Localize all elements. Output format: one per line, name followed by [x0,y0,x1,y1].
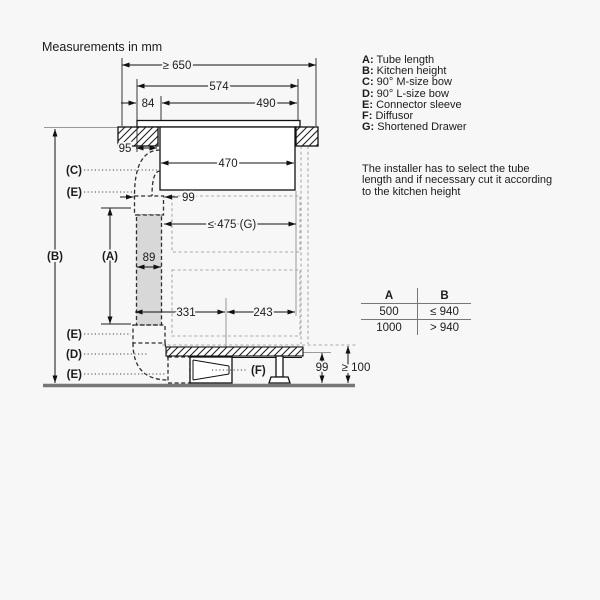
page-title: Measurements in mm [42,40,163,54]
label-f: (F) [251,365,266,377]
dim-edge-gap: 95 [118,143,132,155]
legend-label: Shortened Drawer [377,121,467,134]
legend-key: B: [362,65,374,78]
dim-plinth-height: 99 [315,362,329,374]
legend-key: A: [362,54,374,66]
legend-item-g [362,122,467,133]
label-c: (C) [66,165,82,177]
label-d: (D) [66,349,82,361]
table-cell: ≤ 940 [418,304,472,320]
table-header-b: B [418,288,472,304]
dim-drawer-depth: ≤ 475 (G) [207,219,257,231]
dim-tube-width: 89 [142,252,156,264]
dim-floor-clearance: ≥ 100 [341,362,371,374]
legend [362,55,467,133]
bow-c-outer [135,150,161,196]
table-cell: > 940 [418,320,472,336]
label-b: (B) [47,251,63,263]
worktop-and-hob [118,121,318,191]
label-e-bottom: (E) [66,369,82,381]
drawer-lower-outline [172,270,300,336]
diffusor [190,357,232,383]
table-cell: 500 [361,304,418,320]
hob-glass-top [137,121,300,128]
table-row [361,320,471,336]
legend-key: D: [362,87,374,100]
legend-label: 90° L-size bow [376,87,449,100]
dim-top-width: ≥ 650 [162,60,192,72]
connector-sleeve-top [135,196,164,215]
legend-key: G: [362,121,375,134]
dim-offset-left: 84 [141,98,155,110]
label-e-top: (E) [66,187,82,199]
dim-glass-width: 574 [209,81,229,93]
connector-sleeve-bottom [168,357,190,383]
legend-label: Tube length [376,54,435,66]
table-cell: 1000 [376,321,402,334]
legend-key: C: [362,76,374,89]
tube [137,215,162,325]
dim-cutout-width: 490 [256,98,276,110]
legend-label: Connector sleeve [376,98,462,111]
legend-key: F: [362,110,373,123]
dim-sleeve-width: 99 [182,192,195,204]
dim-center-to-back: 243 [253,307,273,319]
foot-base [269,377,290,383]
bow-c-inner [152,171,160,196]
legend-key: E: [362,98,373,111]
label-e-mid: (E) [66,329,82,341]
dim-tube-to-center: 331 [176,307,196,319]
label-a: (A) [102,251,118,263]
legend-label: Diffusor [375,110,414,123]
legend-label: 90° M-size bow [376,76,452,89]
legend-label: Kitchen height [376,65,447,78]
connector-sleeve-mid [133,325,165,343]
foot-stem [276,356,283,377]
tube-length-table [361,288,471,335]
table-row [361,304,471,320]
worktop-right [296,127,318,146]
dim-body-width: 470 [218,158,238,170]
plinth-panel [166,347,303,356]
table-header-a: A [361,288,418,304]
installer-note: The installer has to select the tube length and if necessary cut it according to the kitchen height [362,163,553,198]
